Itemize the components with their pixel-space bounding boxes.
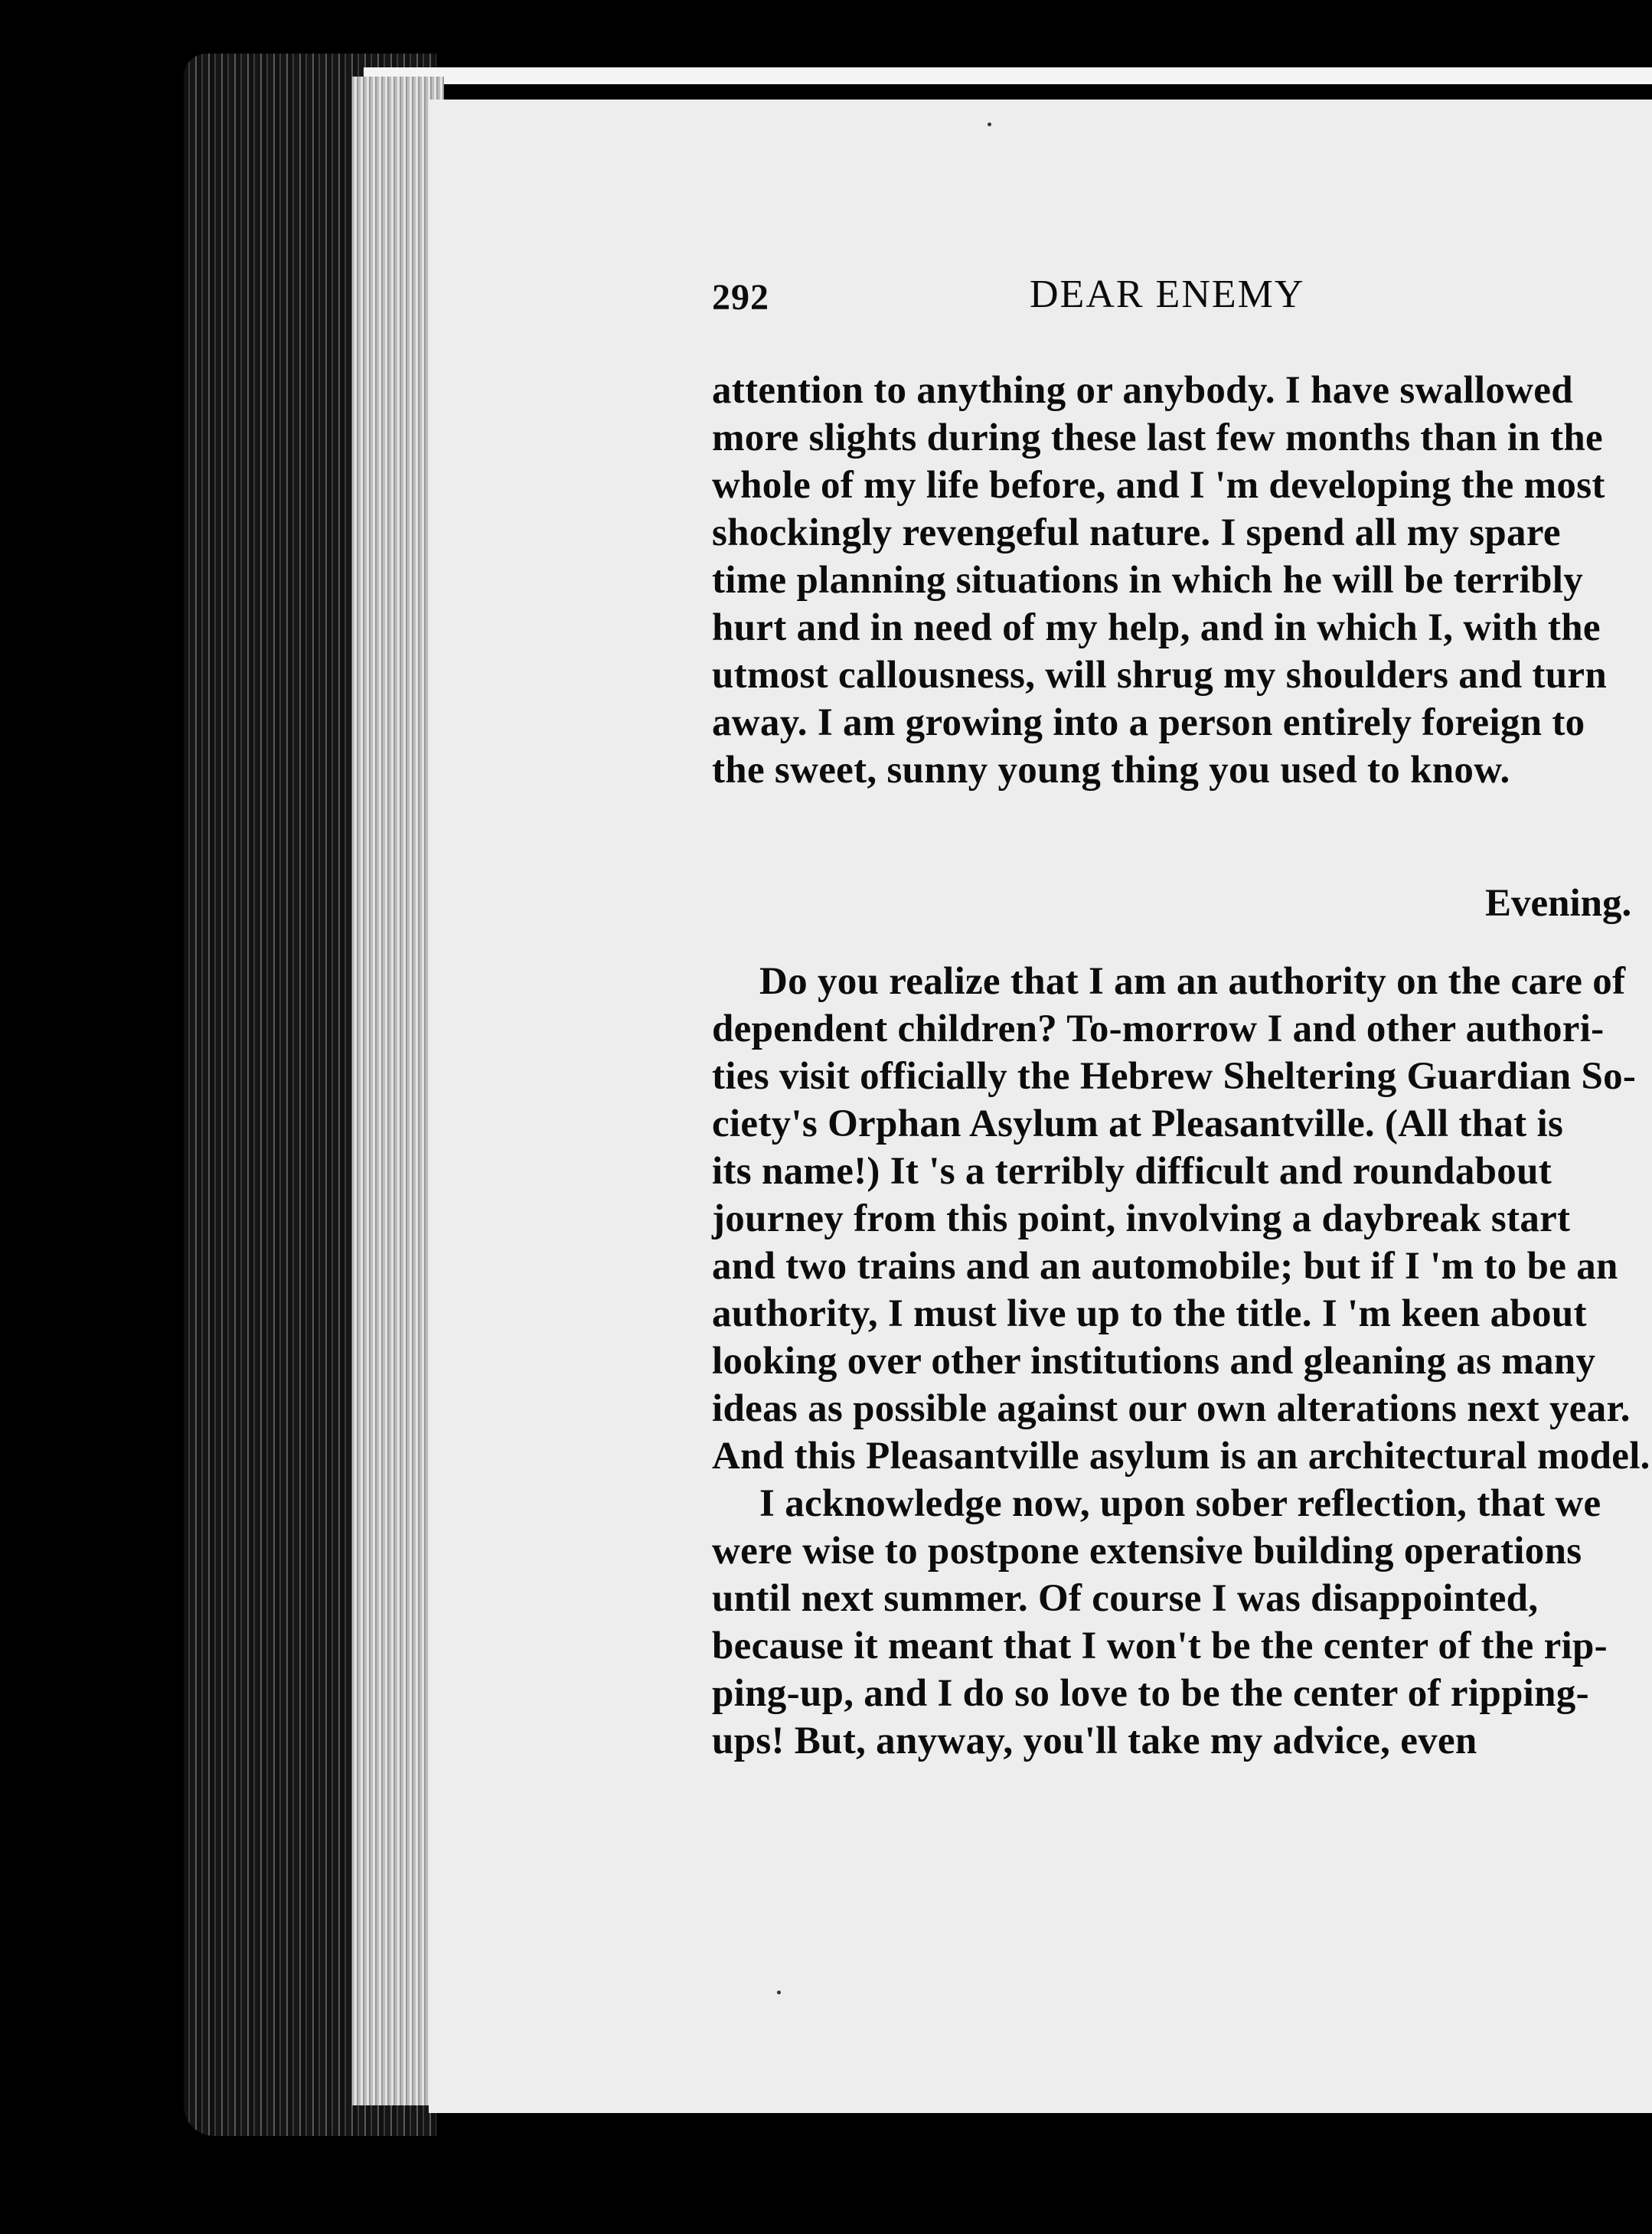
text-line: because it meant that I won't be the center of the rip- xyxy=(712,1625,1608,1667)
text-line: journey from this point, involving a daybreak start xyxy=(712,1197,1571,1240)
text-line: dependent children? To-morrow I and other authori- xyxy=(712,1008,1605,1050)
text-line: ping-up, and I do so love to be the center of ripping- xyxy=(712,1672,1589,1715)
text-line: And this Pleasantville asylum is an architectural model. xyxy=(712,1435,1650,1478)
text-line: looking over other institutions and gleaning as many xyxy=(712,1340,1596,1383)
text-line: I acknowledge now, upon sober reflection, that we xyxy=(759,1482,1601,1525)
text-line: its name!) It 's a terribly difficult and roundabout xyxy=(712,1150,1552,1193)
text-line: shockingly revengeful nature. I spend all my spare xyxy=(712,511,1561,554)
text-line: away. I am growing into a person entirely foreign to xyxy=(712,701,1585,744)
text-line: time planning situations in which he will be terribly xyxy=(712,559,1584,602)
text-line: ties visit officially the Hebrew Sheltering Guardian So- xyxy=(712,1055,1637,1098)
text-line: hurt and in need of my help, and in which I, with the xyxy=(712,606,1601,649)
page-top-edge xyxy=(364,67,1652,84)
text-line: utmost callousness, will shrug my shoulders and turn xyxy=(712,654,1607,697)
running-head xyxy=(712,272,1652,318)
running-title: DEAR ENEMY xyxy=(1030,273,1305,316)
text-line: the sweet, sunny young thing you used to know. xyxy=(712,749,1510,792)
text-line: ups! But, anyway, you'll take my advice, even xyxy=(712,1720,1477,1762)
text-line: ciety's Orphan Asylum at Pleasantville. (All that is xyxy=(712,1102,1564,1145)
text-line: authority, I must live up to the title. I 'm keen about xyxy=(712,1292,1587,1335)
text-line: attention to anything or anybody. I have swallowed xyxy=(712,369,1573,412)
text-line: more slights during these last few months than in the xyxy=(712,416,1603,459)
text-line: were wise to postpone extensive building operations xyxy=(712,1530,1582,1573)
paper-speck xyxy=(988,122,991,126)
text-line: until next summer. Of course I was disappointed, xyxy=(712,1577,1539,1620)
paper-speck xyxy=(777,1991,781,1994)
section-heading: Evening. xyxy=(1485,882,1632,925)
text-line: Do you realize that I am an authority on the care of xyxy=(759,960,1626,1003)
text-line: ideas as possible against our own alterations next year. xyxy=(712,1387,1631,1430)
text-line: and two trains and an automobile; but if I 'm to be an xyxy=(712,1245,1618,1288)
book-page xyxy=(429,100,1652,2113)
page-number: 292 xyxy=(712,277,769,318)
text-line: whole of my life before, and I 'm developing the most xyxy=(712,464,1605,507)
